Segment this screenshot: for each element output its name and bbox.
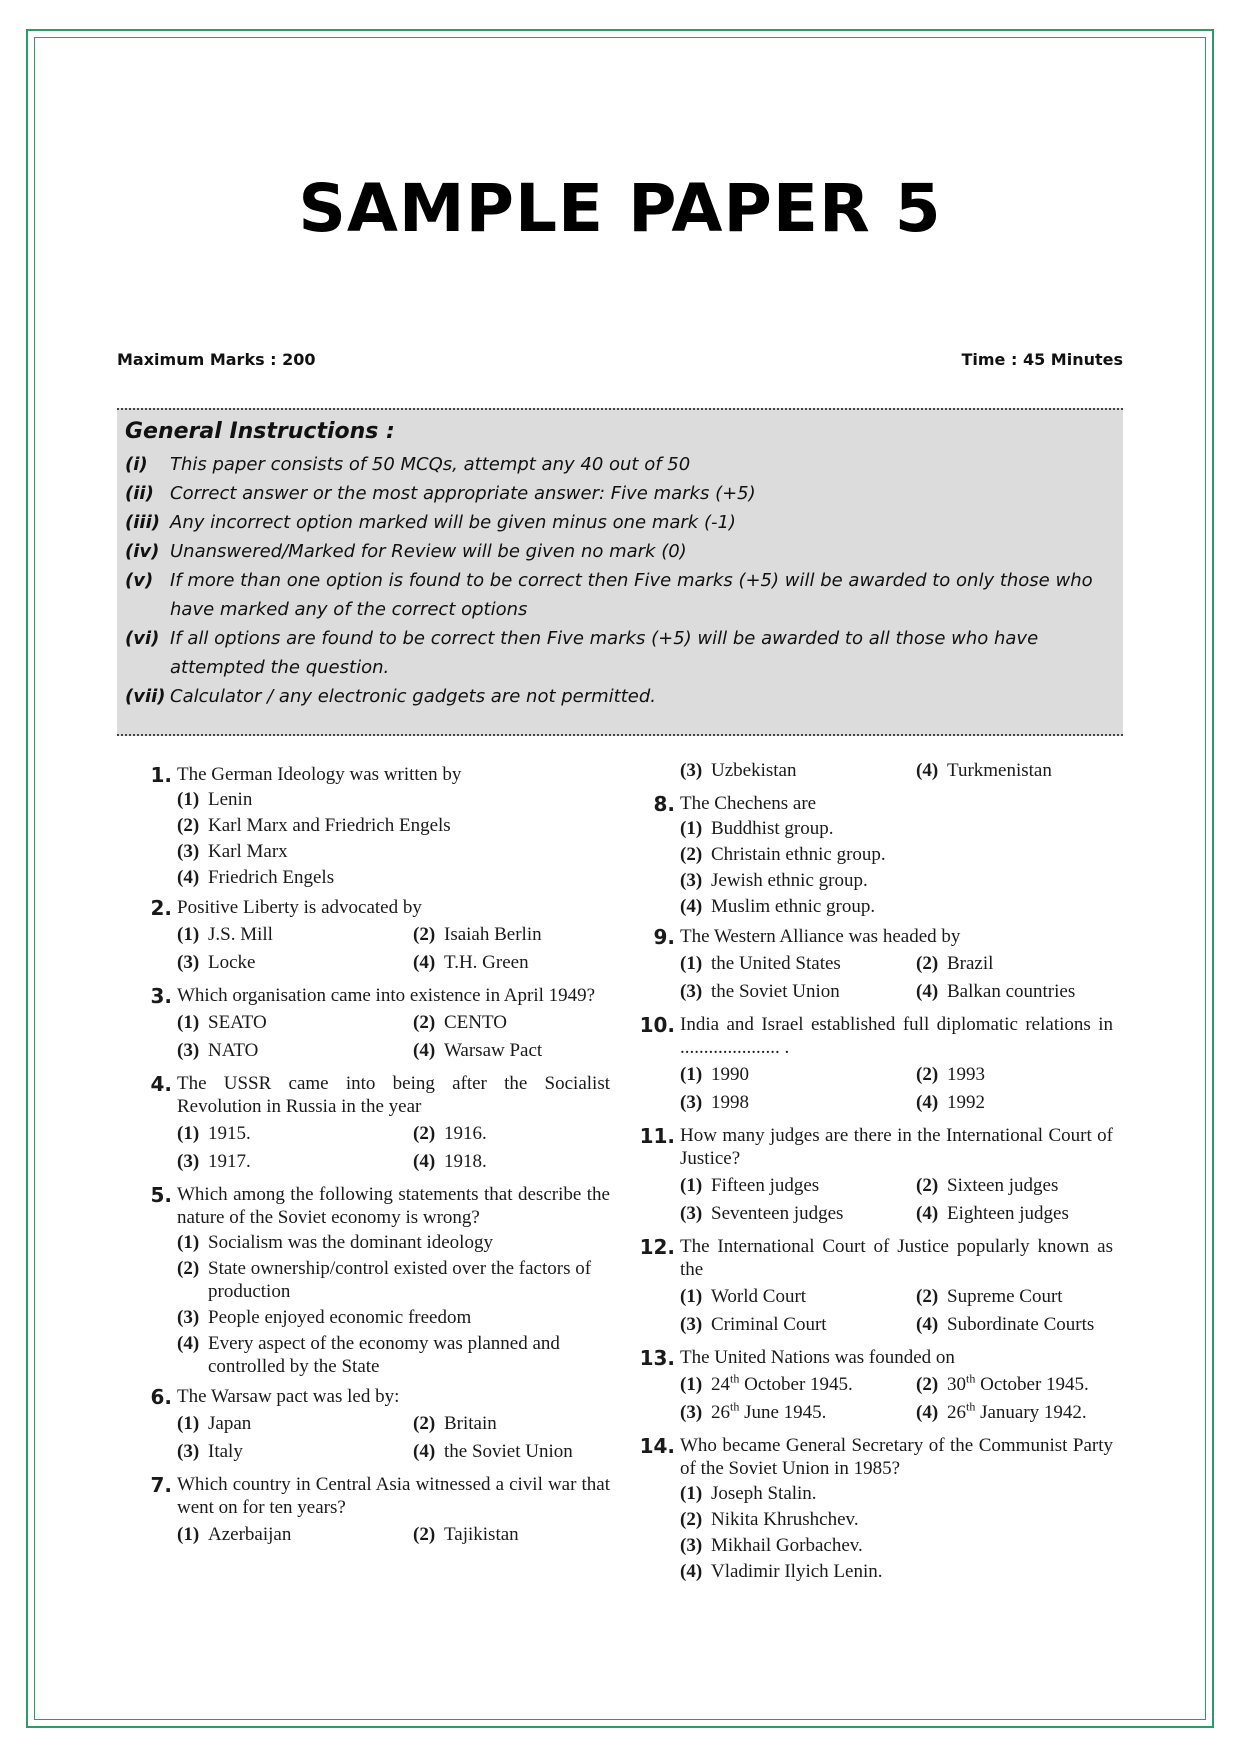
question-4 xyxy=(140,1071,610,1176)
option-text: Eighteen judges xyxy=(947,1203,1069,1224)
option-number: (4) xyxy=(413,952,436,973)
question-text: Who became General Secretary of the Communist Party of the Soviet Union in 1985? xyxy=(680,1435,1113,1479)
option-number: (3) xyxy=(680,760,703,781)
option-text: Japan xyxy=(208,1413,252,1434)
option-text: J.S. Mill xyxy=(208,924,273,945)
option[interactable] xyxy=(177,788,610,811)
question-number: 9. xyxy=(653,925,675,949)
question-9 xyxy=(643,924,1113,1006)
option-number: (4) xyxy=(413,1151,436,1172)
option[interactable] xyxy=(680,895,1113,918)
options xyxy=(177,788,610,889)
option-text: Warsaw Pact xyxy=(444,1040,543,1061)
option-text: 1916. xyxy=(444,1123,487,1144)
ordinal-suffix: th xyxy=(730,1399,740,1414)
question-number: 14. xyxy=(639,1434,675,1458)
option-text: the Soviet Union xyxy=(711,981,840,1002)
option-text: NATO xyxy=(208,1040,259,1061)
option[interactable] xyxy=(680,1534,1113,1557)
option[interactable] xyxy=(680,1373,916,1396)
instruction-item xyxy=(125,450,1115,479)
option-text: Isaiah Berlin xyxy=(444,924,542,945)
question-8 xyxy=(643,791,1113,918)
option-number: (3) xyxy=(177,952,200,973)
option-number: (2) xyxy=(413,1413,436,1434)
instruction-number: (vii) xyxy=(125,686,166,707)
option-number: (2) xyxy=(680,844,703,865)
instruction-number: (i) xyxy=(125,454,148,475)
option-number: (4) xyxy=(413,1441,436,1462)
option[interactable] xyxy=(680,1091,916,1114)
ordinal-suffix: th xyxy=(966,1371,976,1386)
question-number: 8. xyxy=(653,792,675,816)
option-text: October 1945. xyxy=(739,1374,853,1395)
option-number: (3) xyxy=(177,1151,200,1172)
option[interactable] xyxy=(680,1482,1113,1505)
option-number: (2) xyxy=(916,1374,939,1395)
option-text: the United States xyxy=(711,953,841,974)
option-text: Brazil xyxy=(947,953,994,974)
instruction-number: (iii) xyxy=(125,512,160,533)
option-number: (3) xyxy=(680,1092,703,1113)
option-number: (1) xyxy=(680,1064,703,1085)
question-number: 5. xyxy=(150,1183,172,1207)
option-text: Christain ethnic group. xyxy=(711,844,886,865)
option-text: People enjoyed economic freedom xyxy=(208,1307,472,1328)
option-text: Joseph Stalin. xyxy=(711,1483,817,1504)
option[interactable] xyxy=(916,952,1152,975)
option-text: Italy xyxy=(208,1441,243,1462)
option-text: CENTO xyxy=(444,1012,507,1033)
option-number: (1) xyxy=(177,1413,200,1434)
option-text: Subordinate Courts xyxy=(947,1314,1095,1335)
option-text: World Court xyxy=(711,1286,807,1307)
option[interactable] xyxy=(916,1285,1152,1308)
option-number: (4) xyxy=(177,1333,200,1354)
option-number: (1) xyxy=(680,1286,703,1307)
option-number: (4) xyxy=(680,896,703,917)
option[interactable] xyxy=(177,1306,610,1329)
instruction-number: (iv) xyxy=(125,541,160,562)
question-text: The Chechens are xyxy=(680,793,817,814)
option-text: Uzbekistan xyxy=(711,760,797,781)
question-6 xyxy=(140,1384,610,1466)
option[interactable] xyxy=(177,951,413,974)
option-text: 1915. xyxy=(208,1123,251,1144)
option[interactable] xyxy=(177,1332,610,1378)
question-number: 7. xyxy=(150,1473,172,1497)
question-text: Which among the following statements that describe the nature of the Soviet economy is wrong? xyxy=(177,1184,610,1228)
option-number: (4) xyxy=(916,1314,939,1335)
option-number: (1) xyxy=(680,1374,703,1395)
option-number: (1) xyxy=(177,1123,200,1144)
option[interactable] xyxy=(177,1412,413,1435)
option-text: Fifteen judges xyxy=(711,1175,820,1196)
option-text: Seventeen judges xyxy=(711,1203,844,1224)
question-text: Which organisation came into existence in April 1949? xyxy=(177,985,596,1006)
option-text: 1993 xyxy=(947,1064,985,1085)
question-text: The International Court of Justice popularly known as the xyxy=(680,1236,1113,1280)
option-text: 1990 xyxy=(711,1064,749,1085)
question-13 xyxy=(639,1345,1113,1427)
option[interactable] xyxy=(177,1523,413,1546)
option[interactable] xyxy=(177,840,610,863)
question-text: Positive Liberty is advocated by xyxy=(177,897,422,918)
option[interactable] xyxy=(413,1122,649,1145)
option-text: 1917. xyxy=(208,1151,251,1172)
option-text: 1918. xyxy=(444,1151,487,1172)
option-number: (1) xyxy=(177,789,200,810)
option[interactable] xyxy=(680,980,916,1003)
option[interactable] xyxy=(413,923,649,946)
option[interactable] xyxy=(177,1231,610,1254)
option-number: (4) xyxy=(916,1203,939,1224)
question-text: The Western Alliance was headed by xyxy=(680,926,961,947)
option[interactable] xyxy=(413,1011,649,1034)
option[interactable] xyxy=(177,1011,413,1034)
option-number: (4) xyxy=(916,981,939,1002)
instruction-text: Unanswered/Marked for Review will be given no mark (0) xyxy=(170,541,687,562)
option-text: Britain xyxy=(444,1413,497,1434)
option-text: Azerbaijan xyxy=(208,1524,292,1545)
maximum-marks: Maximum Marks : 200 xyxy=(117,350,316,369)
option-number: (2) xyxy=(413,1123,436,1144)
question-number: 2. xyxy=(150,896,172,920)
question-1 xyxy=(140,762,610,889)
option-day: 24 xyxy=(711,1374,730,1395)
options xyxy=(177,1410,610,1466)
option[interactable] xyxy=(413,1523,649,1546)
question-2 xyxy=(140,895,610,977)
option-day: 26 xyxy=(947,1402,966,1423)
option-number: (3) xyxy=(680,870,703,891)
option-number: (1) xyxy=(680,818,703,839)
option-text: Karl Marx xyxy=(208,841,288,862)
options xyxy=(680,1172,1113,1228)
option[interactable] xyxy=(177,866,610,889)
option[interactable] xyxy=(680,952,916,975)
option-number: (1) xyxy=(177,1232,200,1253)
question-number: 1. xyxy=(150,763,172,787)
question-text: The United Nations was founded on xyxy=(680,1347,955,1368)
option[interactable] xyxy=(916,1373,1152,1396)
options xyxy=(680,1482,1113,1583)
options xyxy=(177,1009,610,1065)
options xyxy=(177,1120,610,1176)
question-7 xyxy=(140,1472,610,1549)
option-number: (1) xyxy=(680,1175,703,1196)
option[interactable] xyxy=(413,1440,649,1463)
option-text: T.H. Green xyxy=(444,952,529,973)
option-number: (3) xyxy=(680,1535,703,1556)
instruction-number: (vi) xyxy=(125,628,160,649)
option-text: Balkan countries xyxy=(947,981,1076,1002)
option-text: SEATO xyxy=(208,1012,267,1033)
instruction-text: Correct answer or the most appropriate answer: Five marks (+5) xyxy=(170,483,756,504)
option-number: (1) xyxy=(177,924,200,945)
instructions-list xyxy=(125,450,1115,711)
option-number: (2) xyxy=(916,1286,939,1307)
option-text: Tajikistan xyxy=(444,1524,519,1545)
instruction-item xyxy=(125,508,1115,537)
option-number: (2) xyxy=(916,953,939,974)
time-limit: Time : 45 Minutes xyxy=(961,350,1123,369)
option[interactable] xyxy=(177,923,413,946)
option-text: Sixteen judges xyxy=(947,1175,1059,1196)
option[interactable] xyxy=(413,1412,649,1435)
option[interactable] xyxy=(413,1039,649,1062)
option-number: (2) xyxy=(916,1064,939,1085)
option-text: Vladimir Ilyich Lenin. xyxy=(711,1561,883,1582)
option-text: 1992 xyxy=(947,1092,985,1113)
question-3 xyxy=(140,983,610,1065)
option-number: (2) xyxy=(916,1175,939,1196)
option[interactable] xyxy=(916,1091,1152,1114)
option-text: Nikita Khrushchev. xyxy=(711,1509,859,1530)
option[interactable] xyxy=(916,980,1152,1003)
options xyxy=(177,1231,610,1378)
question-text: The Warsaw pact was led by: xyxy=(177,1386,400,1407)
option[interactable] xyxy=(680,1508,1113,1531)
question-number: 6. xyxy=(150,1385,172,1409)
instructions-heading: General Instructions : xyxy=(125,419,395,444)
option[interactable] xyxy=(680,759,916,782)
paper-title: SAMPLE PAPER 5 xyxy=(298,170,942,247)
options xyxy=(177,921,610,977)
option-number: (3) xyxy=(177,1307,200,1328)
options xyxy=(680,1371,1113,1427)
option-text: Every aspect of the economy was planned and controlled by the State xyxy=(208,1333,560,1377)
option-day: 26 xyxy=(711,1402,730,1423)
option-text: Buddhist group. xyxy=(711,818,834,839)
option[interactable] xyxy=(680,1560,1113,1583)
question-7-continued-options xyxy=(643,757,1113,785)
question-14 xyxy=(639,1433,1113,1583)
option[interactable] xyxy=(916,1401,1152,1424)
option-text: the Soviet Union xyxy=(444,1441,573,1462)
option[interactable] xyxy=(177,1257,610,1303)
options xyxy=(680,817,1113,918)
option-text: Locke xyxy=(208,952,256,973)
option-number: (1) xyxy=(177,1524,200,1545)
option[interactable] xyxy=(413,1150,649,1173)
option-number: (3) xyxy=(680,1314,703,1335)
option[interactable] xyxy=(916,1063,1152,1086)
option-text: 1998 xyxy=(711,1092,749,1113)
option[interactable] xyxy=(680,1313,916,1336)
option-number: (2) xyxy=(413,1012,436,1033)
option[interactable] xyxy=(916,1202,1152,1225)
option[interactable] xyxy=(680,869,1113,892)
options xyxy=(680,950,1113,1006)
option[interactable] xyxy=(680,1063,916,1086)
option-number: (3) xyxy=(680,1402,703,1423)
instruction-text: Calculator / any electronic gadgets are not permitted. xyxy=(170,686,657,707)
option-day: 30 xyxy=(947,1374,966,1395)
option-text: October 1945. xyxy=(975,1374,1089,1395)
question-number: 4. xyxy=(150,1072,172,1096)
instruction-number: (v) xyxy=(125,570,154,591)
option[interactable] xyxy=(177,814,610,837)
option[interactable] xyxy=(177,1122,413,1145)
option[interactable] xyxy=(177,1039,413,1062)
question-10 xyxy=(639,1012,1113,1117)
option-number: (3) xyxy=(177,841,200,862)
question-text: How many judges are there in the International Court of Justice? xyxy=(680,1125,1113,1169)
option-text: Lenin xyxy=(208,789,253,810)
option-number: (4) xyxy=(413,1040,436,1061)
question-text: The USSR came into being after the Socialist Revolution in Russia in the year xyxy=(177,1073,610,1117)
instruction-item xyxy=(125,566,1115,624)
option-text: Karl Marx and Friedrich Engels xyxy=(208,815,451,836)
option-text: Turkmenistan xyxy=(947,760,1052,781)
options xyxy=(680,1061,1113,1117)
question-number: 11. xyxy=(639,1124,675,1148)
option-number: (3) xyxy=(177,1040,200,1061)
question-number: 10. xyxy=(639,1013,675,1037)
question-number: 12. xyxy=(639,1235,675,1259)
option[interactable] xyxy=(680,1202,916,1225)
instruction-item xyxy=(125,537,1115,566)
instruction-text: Any incorrect option marked will be given minus one mark (-1) xyxy=(170,512,736,533)
questions-right-column xyxy=(639,757,1113,1589)
option[interactable] xyxy=(680,843,1113,866)
option[interactable] xyxy=(680,1174,916,1197)
option-number: (4) xyxy=(916,1092,939,1113)
options xyxy=(177,1521,610,1549)
option-number: (2) xyxy=(680,1509,703,1530)
option-text: Socialism was the dominant ideology xyxy=(208,1232,493,1253)
ordinal-suffix: th xyxy=(966,1399,976,1414)
option[interactable] xyxy=(680,817,1113,840)
general-instructions-box xyxy=(117,408,1123,736)
option-text: Friedrich Engels xyxy=(208,867,335,888)
option[interactable] xyxy=(177,1150,413,1173)
questions-left-column xyxy=(140,762,610,1555)
ordinal-suffix: th xyxy=(730,1371,740,1386)
option-text: January 1942. xyxy=(975,1402,1087,1423)
question-number: 13. xyxy=(639,1346,675,1370)
question-5 xyxy=(140,1182,610,1378)
option-text: June 1945. xyxy=(739,1402,827,1423)
option[interactable] xyxy=(916,759,1152,782)
instruction-text: If all options are found to be correct then Five marks (+5) will be awarded to all those who have attempted the question. xyxy=(170,628,1039,678)
question-text: India and Israel established full diplomatic relations in ..................... . xyxy=(680,1014,1113,1058)
option-text: Muslim ethnic group. xyxy=(711,896,876,917)
instruction-number: (ii) xyxy=(125,483,154,504)
option-text: Criminal Court xyxy=(711,1314,827,1335)
options xyxy=(680,1283,1113,1339)
instruction-item xyxy=(125,479,1115,508)
instruction-item xyxy=(125,682,1115,711)
option-text: Jewish ethnic group. xyxy=(711,870,868,891)
option-number: (2) xyxy=(413,1524,436,1545)
question-11 xyxy=(639,1123,1113,1228)
option-number: (1) xyxy=(177,1012,200,1033)
option-text: Mikhail Gorbachev. xyxy=(711,1535,863,1556)
option-number: (3) xyxy=(680,981,703,1002)
question-text: The German Ideology was written by xyxy=(177,764,462,785)
option[interactable] xyxy=(916,1313,1152,1336)
option[interactable] xyxy=(680,1285,916,1308)
option[interactable] xyxy=(413,951,649,974)
question-12 xyxy=(639,1234,1113,1339)
option-number: (4) xyxy=(916,760,939,781)
option-number: (2) xyxy=(413,924,436,945)
instruction-item xyxy=(125,624,1115,682)
instruction-text: If more than one option is found to be correct then Five marks (+5) will be awarded to only those who have marked any of the correct options xyxy=(170,570,1093,620)
option-number: (3) xyxy=(680,1203,703,1224)
option[interactable] xyxy=(680,1401,916,1424)
option-number: (3) xyxy=(177,1441,200,1462)
option[interactable] xyxy=(177,1440,413,1463)
option-number: (2) xyxy=(177,1258,200,1279)
option-number: (2) xyxy=(177,815,200,836)
option-number: (1) xyxy=(680,1483,703,1504)
instruction-text: This paper consists of 50 MCQs, attempt any 40 out of 50 xyxy=(170,454,691,475)
option-number: (4) xyxy=(916,1402,939,1423)
option-text: State ownership/control existed over the factors of production xyxy=(208,1258,592,1302)
option-text: Supreme Court xyxy=(947,1286,1063,1307)
question-number: 3. xyxy=(150,984,172,1008)
option-number: (1) xyxy=(680,953,703,974)
question-text: Which country in Central Asia witnessed a civil war that went on for ten years? xyxy=(177,1474,610,1518)
option[interactable] xyxy=(916,1174,1152,1197)
option-number: (4) xyxy=(680,1561,703,1582)
option-number: (4) xyxy=(177,867,200,888)
